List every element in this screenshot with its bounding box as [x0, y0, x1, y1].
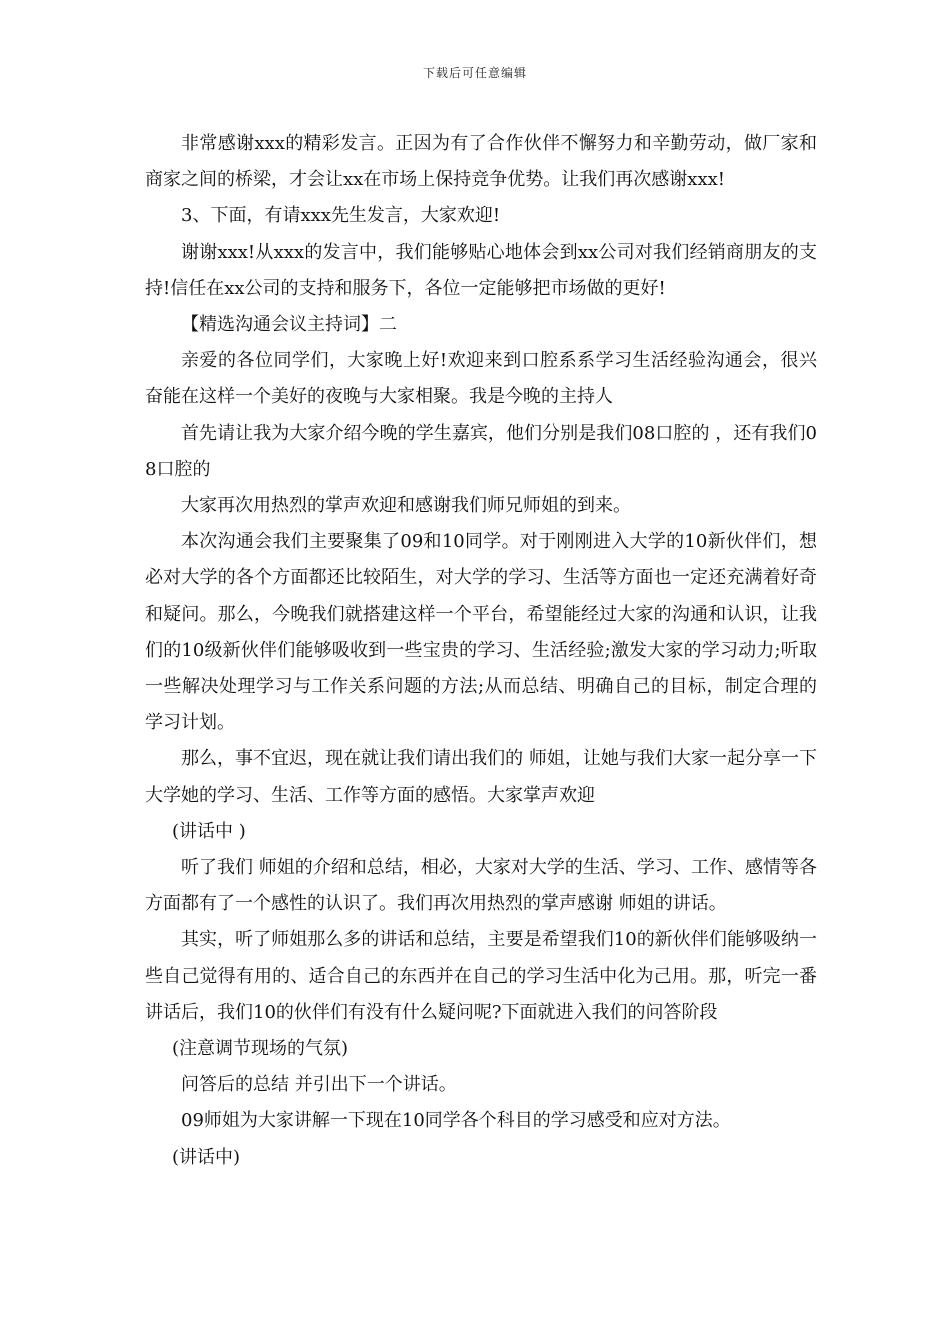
paragraph-qa-intro: 其实，听了师姐那么多的讲话和总结，主要是希望我们10的新伙伴们能够吸纳一些自己觉得有用的、适合自己的东西并在自己的学习生活中化为己用。那，听完一番讲话后，我们10的伙伴们有没有什么疑问呢?下面就进入我们的问答阶段 [145, 929, 817, 1023]
paragraph-purpose: 本次沟通会我们主要聚集了09和10同学。对于刚刚进入大学的10新伙伴们，想必对大学的各个方面都还比较陌生，对大学的学习、生活等方面也一定还充满着好奇和疑问。那么，今晚我们就搭建这样一个平台，希望能经过大家的沟通和认识，让我们的10级新伙伴们能够吸收到一些宝贵的学习、生活经验;激发大家的学习动力;听取一些解决处理学习与工作关系问题的方法;从而总结、明确自己的目标，制定合理的学习计划。 [145, 531, 817, 734]
stage-note-speaking-2: (讲话中) [172, 1146, 241, 1168]
paragraph-thanks: 非常感谢xxx的精彩发言。正因为有了合作伙伴不懈努力和辛勤劳动，做厂家和商家之间的桥梁，才会让xx在市场上保持竞争优势。让我们再次感谢xxx! [145, 133, 817, 191]
paragraph-applause: 大家再次用热烈的掌声欢迎和感谢我们师兄师姐的到来。 [181, 495, 631, 517]
paragraph-invite-speaker: 3、下面，有请xxx先生发言，大家欢迎! [181, 205, 501, 227]
paragraph-next-speaker: 09师姐为大家讲解一下现在10同学各个科目的学习感受和应对方法。 [181, 1110, 731, 1132]
paragraph-welcome: 亲爱的各位同学们，大家晚上好!欢迎来到口腔系系学习生活经验沟通会，很兴奋能在这样一个美好的夜晚与大家相聚。我是今晚的主持人 [145, 350, 817, 408]
stage-note-speaking: (讲话中 ) [172, 820, 246, 842]
paragraph-invite-senior: 那么，事不宜迟，现在就让我们请出我们的 师姐，让她与我们大家一起分享一下大学她的学习、生活、工作等方面的感悟。大家掌声欢迎 [145, 748, 817, 806]
section-heading: 【精选沟通会议主持词】二 [181, 314, 397, 336]
paragraph-guests: 首先请让我为大家介绍今晚的学生嘉宾，他们分别是我们08口腔的 ，还有我们08口腔的 [145, 422, 817, 480]
paragraph-qa-summary: 问答后的总结 并引出下一个讲话。 [181, 1074, 457, 1096]
paragraph-summary: 听了我们 师姐的介绍和总结，相必，大家对大学的生活、学习、工作、感情等各方面都有了一个感性的认识了。我们再次用热烈的掌声感谢 师姐的讲话。 [145, 857, 817, 915]
stage-note-atmosphere: (注意调节现场的气氛) [172, 1038, 349, 1060]
paragraph-thanks-2: 谢谢xxx!从xxx的发言中，我们能够贴心地体会到xx公司对我们经销商朋友的支持!信任在xx公司的支持和服务下，各位一定能够把市场做的更好! [145, 241, 817, 299]
page-header: 下载后可任意编辑 [422, 66, 527, 80]
document-body [145, 126, 817, 1176]
